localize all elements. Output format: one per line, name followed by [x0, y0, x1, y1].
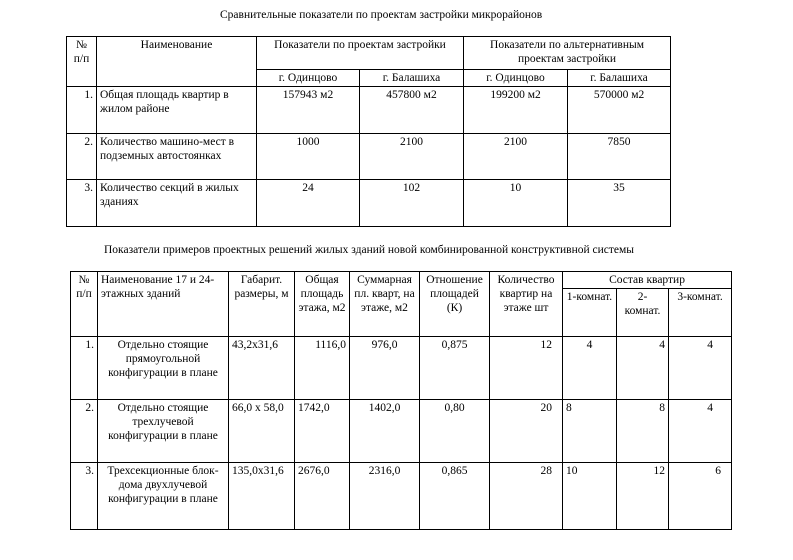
row-num: 2.: [67, 134, 97, 180]
row-apt-area: 976,0: [350, 337, 420, 400]
row-count: 28: [490, 463, 563, 530]
row-value: 102: [360, 180, 464, 227]
header-city: г. Балашиха: [360, 70, 464, 87]
row-rooms: 4: [669, 400, 732, 463]
row-ratio: 0,865: [420, 463, 490, 530]
row-value: 199200 м2: [464, 87, 568, 134]
table2-caption: Показатели примеров проектных решений жилых зданий новой комбинированной конструктивной системы: [104, 244, 635, 256]
header-num: № п/п: [71, 272, 98, 337]
row-floor-area: 1742,0: [295, 400, 350, 463]
header-name: Наименование 17 и 24-этажных зданий: [98, 272, 229, 337]
row-name: Количество машино-мест в подземных автостоянках: [97, 134, 257, 180]
row-rooms: 4: [669, 337, 732, 400]
row-value: 7850: [568, 134, 671, 180]
row-value: 1000: [257, 134, 360, 180]
row-dims: 135,0х31,6: [229, 463, 295, 530]
table-row: [67, 87, 671, 134]
row-num: 1.: [71, 337, 98, 400]
row-rooms: 8: [563, 400, 617, 463]
row-value: 457800 м2: [360, 87, 464, 134]
header-floor-area: Общая площадь этажа, м2: [295, 272, 350, 337]
row-floor-area: 2676,0: [295, 463, 350, 530]
table-row: [67, 180, 671, 227]
header-composition: Состав квартир: [563, 272, 732, 289]
row-floor-area: 1116,0: [295, 337, 350, 400]
row-value: 24: [257, 180, 360, 227]
row-value: 10: [464, 180, 568, 227]
header-group-project: Показатели по проектам застройки: [257, 37, 464, 70]
row-num: 1.: [67, 87, 97, 134]
header-dims: Габарит. размеры, м: [229, 272, 295, 337]
row-name: Отдельно стоящие трехлучевой конфигурации в плане: [98, 400, 229, 463]
row-num: 2.: [71, 400, 98, 463]
row-count: 12: [490, 337, 563, 400]
header-apt-area: Суммарная пл. кварт, на этаже, м2: [350, 272, 420, 337]
header-name: Наименование: [97, 37, 257, 87]
row-name: Количество секций в жилых зданиях: [97, 180, 257, 227]
row-rooms: 10: [563, 463, 617, 530]
row-rooms: 12: [617, 463, 669, 530]
row-name: Трехсекционные блок-дома двухлучевой конфигурации в плане: [98, 463, 229, 530]
row-value: 35: [568, 180, 671, 227]
row-rooms: 8: [617, 400, 669, 463]
row-rooms: 6: [669, 463, 732, 530]
header-group-alt: Показатели по альтернативным проектам застройки: [464, 37, 671, 70]
row-apt-area: 2316,0: [350, 463, 420, 530]
row-rooms: 4: [563, 337, 617, 400]
row-name: Общая площадь квартир в жилом районе: [97, 87, 257, 134]
building-indicators-table: [70, 271, 732, 530]
row-dims: 43,2х31,6: [229, 337, 295, 400]
row-count: 20: [490, 400, 563, 463]
header-city: г. Балашиха: [568, 70, 671, 87]
row-value: 570000 м2: [568, 87, 671, 134]
table-row: [67, 134, 671, 180]
table-row: [71, 400, 732, 463]
row-ratio: 0,80: [420, 400, 490, 463]
row-value: 2100: [464, 134, 568, 180]
table-row: [71, 337, 732, 400]
header-city: г. Одинцово: [464, 70, 568, 87]
row-value: 157943 м2: [257, 87, 360, 134]
row-rooms: 4: [617, 337, 669, 400]
row-name: Отдельно стоящие прямоугольной конфигурации в плане: [98, 337, 229, 400]
header-city: г. Одинцово: [257, 70, 360, 87]
header-rooms: 3-комнат.: [669, 289, 732, 337]
header-rooms: 1-комнат.: [563, 289, 617, 337]
row-num: 3.: [67, 180, 97, 227]
header-num: № п/п: [67, 37, 97, 87]
header-rooms: 2-комнат.: [617, 289, 669, 337]
header-ratio: Отношение площадей (К): [420, 272, 490, 337]
table1-caption: Сравнительные показатели по проектам застройки микрорайонов: [220, 9, 543, 21]
row-apt-area: 1402,0: [350, 400, 420, 463]
table-row: [71, 463, 732, 530]
row-num: 3.: [71, 463, 98, 530]
row-dims: 66,0 х 58,0: [229, 400, 295, 463]
row-value: 2100: [360, 134, 464, 180]
row-ratio: 0,875: [420, 337, 490, 400]
comparison-table: [66, 36, 671, 227]
header-count: Количество квартир на этаже шт: [490, 272, 563, 337]
